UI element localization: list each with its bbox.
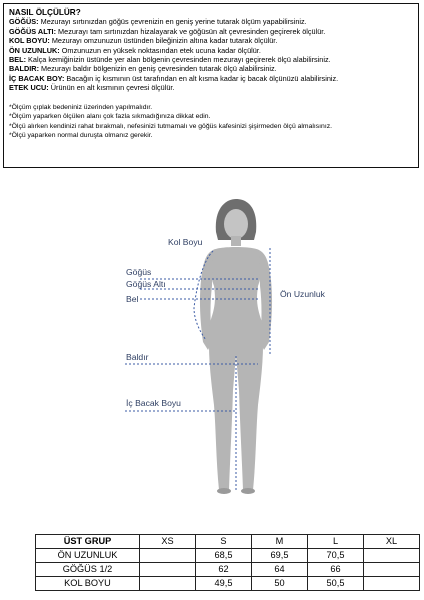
instruction-text: Mezurayı sırtınızdan göğüs çevrenizin en geniş yerine tutarak ölçüm yapabilirsiniz. (38, 17, 307, 27)
table-header-cell: M (252, 535, 308, 549)
table-row-label: KOL BOYU (36, 577, 140, 591)
right-foot-shape (241, 488, 255, 494)
instructions-box (3, 3, 419, 168)
instruction-term: GÖĞÜS ALTI: (9, 26, 57, 36)
instruction-term: BALDIR: (9, 64, 39, 74)
table-header-cell: S (196, 535, 252, 549)
instruction-text: Bacağın iç kısmının üst tarafından en alt kısma kadar iç bacak ölçünüzü alabilirsiniz. (64, 73, 339, 83)
instruction-etek-ucu (9, 83, 413, 92)
instruction-kol-boyu (9, 36, 413, 45)
table-header-cell: ÜST GRUP (36, 535, 140, 549)
instruction-text: Mezurayı omzunuzun üstünden bileğinizin altına kadar tutarak ölçülür. (49, 36, 278, 46)
instruction-ic-bacak-boy (9, 74, 413, 83)
instruction-gogus-alti (9, 27, 413, 36)
instruction-on-uzunluk (9, 46, 413, 55)
instruction-text: Mezurayı baldır bölgenizin en geniş çevresinden tutarak ölçü alabilirsiniz. (39, 64, 277, 74)
table-cell (364, 577, 420, 591)
label-baldir: Baldır (126, 352, 149, 362)
table-cell: 70,5 (308, 549, 364, 563)
instructions-list (9, 17, 413, 92)
table-row-label: GÖĞÜS 1/2 (36, 563, 140, 577)
head-shape (224, 209, 248, 239)
instruction-text: Omzunuzun en yüksek noktasından etek ucuna kadar ölçülür. (59, 45, 261, 55)
spacer (9, 93, 413, 103)
table-header-cell: L (308, 535, 364, 549)
table-cell: 49,5 (196, 577, 252, 591)
left-foot-shape (217, 488, 231, 494)
table-row-label: ÖN UZUNLUK (36, 549, 140, 563)
notes-list (9, 103, 413, 141)
table-cell (140, 563, 196, 577)
measurement-figure (0, 190, 424, 500)
torso-shape (210, 247, 262, 322)
label-ic-bacak-boyu: İç Bacak Boyu (126, 398, 181, 408)
table-row (36, 563, 420, 577)
label-bel: Bel (126, 294, 139, 304)
instruction-text: Ürünün en alt kısmının çevresi ölçülür. (48, 83, 175, 93)
note: *Ölçüm çıplak bedeniniz üzerinden yapılmalıdır. (9, 103, 153, 111)
table-header-cell: XS (140, 535, 196, 549)
instruction-text: Mezurayı tam sırtınızdan hizalayarak ve göğüsün alt çevresinden geçirerek ölçülür. (56, 26, 326, 36)
instruction-term: BEL: (9, 55, 27, 65)
instructions-title: NASIL ÖLÇÜLÜR? (9, 8, 81, 17)
size-table (35, 534, 420, 591)
table-cell: 69,5 (252, 549, 308, 563)
instruction-gogus (9, 17, 413, 26)
table-row (36, 549, 420, 563)
instruction-term: KOL BOYU: (9, 36, 50, 46)
table-cell: 68,5 (196, 549, 252, 563)
instruction-bel (9, 55, 413, 64)
neck-shape (231, 236, 241, 246)
table-header-cell: XL (364, 535, 420, 549)
table-cell (140, 577, 196, 591)
note: *Ölçü yaparken normal duruşta olmanız gerekir. (9, 132, 153, 140)
instruction-term: GÖĞÜS: (9, 17, 39, 27)
table-header-row (36, 535, 420, 549)
instruction-term: ÖN UZUNLUK: (9, 45, 60, 55)
instruction-term: İÇ BACAK BOY: (9, 73, 65, 83)
table-cell: 64 (252, 563, 308, 577)
label-on-uzunluk: Ön Uzunluk (280, 289, 325, 299)
table-cell: 66 (308, 563, 364, 577)
label-kol-boyu: Kol Boyu (168, 237, 203, 247)
table-cell: 62 (196, 563, 252, 577)
note: *Ölçüm yaparken ölçülen alanı çok fazla sıkmadığınıza dikkat edin. (9, 113, 211, 121)
table-row (36, 577, 420, 591)
instruction-baldir (9, 64, 413, 73)
instruction-text: Kalça kemiğinizin üstünde yer alan bölgenin çevresinden mezurayı geçirerek ölçü alabilirsiniz. (26, 55, 331, 65)
label-gogus: Göğüs (126, 267, 152, 277)
table-cell (364, 549, 420, 563)
label-gogus-alti: Göğüs Altı (126, 279, 166, 289)
table-cell (140, 549, 196, 563)
note: *Ölçü alırken kendinizi rahat bırakmalı, nefesinizi tutmamalı ve göğüs kafesinizi şişirmeden ölçü almalısınız. (9, 122, 332, 130)
table-cell: 50 (252, 577, 308, 591)
body-silhouette-illustration (0, 190, 424, 500)
table-cell: 50,5 (308, 577, 364, 591)
table-cell (364, 563, 420, 577)
instruction-term: ETEK UCU: (9, 83, 49, 93)
